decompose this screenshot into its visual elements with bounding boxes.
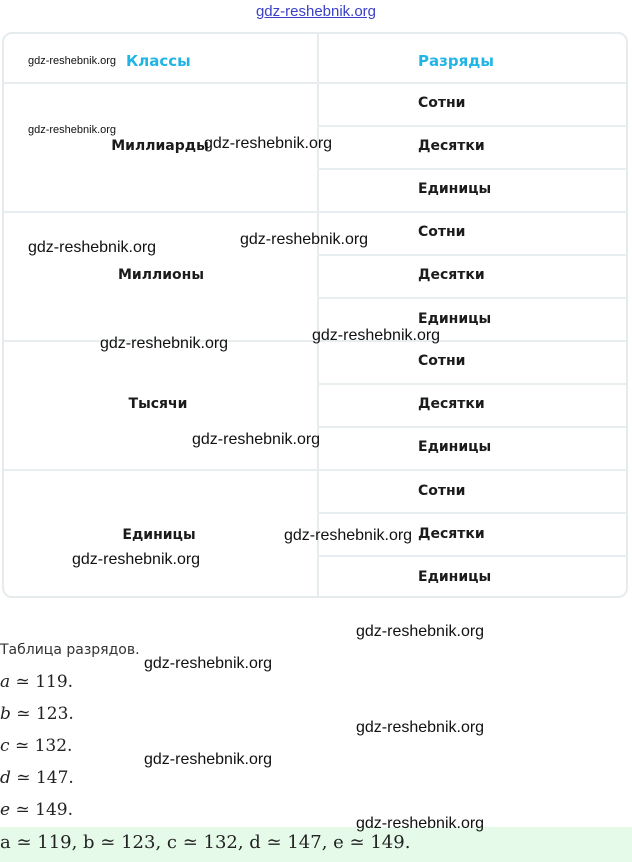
rank-tens: Десятки [418,267,485,283]
class-thousands: Тысячи [128,396,188,412]
rank-hundreds: Сотни [418,353,466,369]
header-separator [4,82,626,84]
rank-units: Единицы [418,439,492,455]
rank-tens: Десятки [418,138,485,154]
approximation-e: e ≃ 149. [0,800,73,820]
watermark: gdz-reshebnik.org [72,551,201,568]
class-billions: Миллиарды [111,138,209,154]
site-link[interactable]: gdz-reshebnik.org [255,3,377,20]
row-separator [317,426,626,428]
class-millions: Миллионы [117,267,205,283]
rank-hundreds: Сотни [418,95,466,111]
row-separator [317,297,626,299]
watermark: gdz-reshebnik.org [204,135,333,152]
rank-tens: Десятки [418,526,485,542]
class-units: Единицы [122,527,196,543]
watermark: gdz-reshebnik.org [28,55,117,67]
answer-text: a ≃ 119, b ≃ 123, c ≃ 132, d ≃ 147, e ≃ 149. [0,832,411,853]
rank-units: Единицы [418,569,492,585]
watermark: gdz-reshebnik.org [240,231,369,248]
row-separator [317,512,626,514]
watermark: gdz-reshebnik.org [28,239,157,256]
watermark: gdz-reshebnik.org [144,751,273,768]
row-separator [317,555,626,557]
rank-hundreds: Сотни [418,224,466,240]
row-separator [317,168,626,170]
watermark: gdz-reshebnik.org [192,431,321,448]
watermark: gdz-reshebnik.org [356,623,485,640]
ranks-table [2,32,628,598]
approximation-c: c ≃ 132. [0,736,73,756]
watermark: gdz-reshebnik.org [100,335,229,352]
rank-hundreds: Сотни [418,483,466,499]
watermark: gdz-reshebnik.org [312,327,441,344]
watermark: gdz-reshebnik.org [28,124,117,136]
row-separator [317,125,626,127]
watermark: gdz-reshebnik.org [284,527,413,544]
rank-units: Единицы [418,181,492,197]
header-classes: Классы [126,52,191,70]
watermark: gdz-reshebnik.org [356,719,485,736]
watermark: gdz-reshebnik.org [144,655,273,672]
header-ranks: Разряды [418,52,494,70]
approximation-a: a ≃ 119. [0,672,74,692]
approximation-d: d ≃ 147. [0,768,74,788]
watermark: gdz-reshebnik.org [356,815,485,832]
group-separator [4,469,626,471]
row-separator [317,254,626,256]
group-separator [4,211,626,213]
row-separator [317,383,626,385]
table-caption: Таблица разрядов. [0,642,140,658]
rank-units: Единицы [418,311,492,327]
approximation-b: b ≃ 123. [0,704,74,724]
rank-tens: Десятки [418,396,485,412]
